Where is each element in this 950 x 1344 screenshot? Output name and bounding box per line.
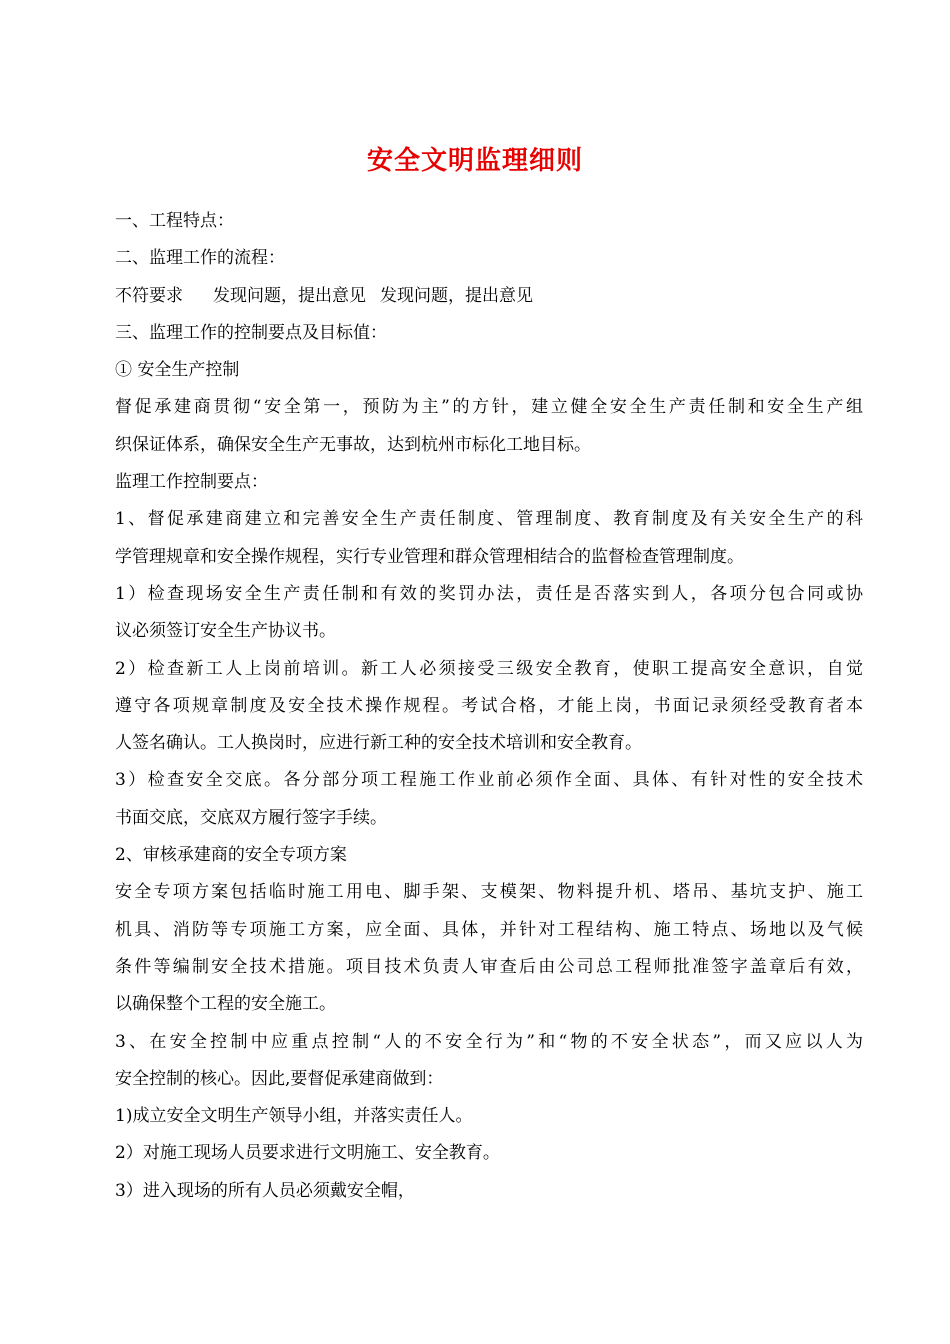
paragraph-line: 织保证体系，确保安全生产无事故，达到杭州市标化工地目标。	[115, 434, 591, 455]
paragraph-line: 书面交底，交底双方履行签字手续。	[115, 807, 387, 828]
paragraph-line: 以确保整个工程的安全施工。	[115, 994, 336, 1015]
paragraph-line: 督促承建商贯彻“安全第一，预防为主”的方针，建立健全安全生产责任制和安全生产组	[115, 397, 863, 418]
paragraph-line: 学管理规章和安全操作规程，实行专业管理和群众管理相结合的监督检查管理制度。	[115, 546, 744, 567]
subheading-safety-plans: 2、审核承建商的安全专项方案	[115, 845, 347, 866]
paragraph-line: 1）检查现场安全生产责任制和有效的奖罚办法，责任是否落实到人，各项分包合同或协	[115, 583, 863, 604]
paragraph-line: 机具、消防等专项施工方案，应全面、具体，并针对工程结构、施工特点、场地以及气候	[115, 919, 863, 940]
paragraph-line: 2）检查新工人上岗前培训。新工人必须接受三级安全教育，使职工提高安全意识，自觉	[115, 658, 863, 679]
paragraph-line: 议必须签订安全生产协议书。	[115, 621, 336, 642]
subheading-safety-control: ① 安全生产控制	[115, 360, 240, 381]
paragraph-line: 3、在安全控制中应重点控制“人的不安全行为”和“物的不安全状态”，而又应以人为	[115, 1031, 863, 1052]
workflow-row	[115, 278, 863, 315]
section-heading-workflow: 二、监理工作的流程：	[115, 248, 285, 269]
document-body	[115, 203, 863, 1210]
paragraph-line: 1、督促承建商建立和完善安全生产责任制度、管理制度、教育制度及有关安全生产的科	[115, 509, 863, 530]
list-item: 2）对施工现场人员要求进行文明施工、安全教育。	[115, 1143, 500, 1164]
paragraph-line: 安全专项方案包括临时施工用电、脚手架、支模架、物料提升机、塔吊、基坑支护、施工	[115, 882, 863, 903]
workflow-item-find-issue-2: 发现问题，提出意见	[380, 285, 533, 306]
list-item: 1)成立安全文明生产领导小组，并落实责任人。	[115, 1106, 473, 1127]
subheading-control-points: 监理工作控制要点：	[115, 472, 268, 493]
section-heading-project-features: 一、工程特点：	[115, 211, 234, 231]
workflow-item-nonconforming: 不符要求	[115, 285, 183, 306]
section-heading-control-points: 三、监理工作的控制要点及目标值：	[115, 322, 387, 343]
paragraph-line: 条件等编制安全技术措施。项目技术负责人审查后由公司总工程师批准签字盖章后有效，	[115, 956, 863, 977]
paragraph-line: 3）检查安全交底。各分部分项工程施工作业前必须作全面、具体、有针对性的安全技术	[115, 770, 863, 791]
paragraph-line: 人签名确认。工人换岗时，应进行新工种的安全技术培训和安全教育。	[115, 733, 642, 754]
workflow-item-find-issue-1: 发现问题，提出意见	[213, 285, 366, 306]
paragraph-line: 遵守各项规章制度及安全技术操作规程。考试合格，才能上岗，书面记录须经受教育者本	[115, 695, 863, 716]
document-title: 安全文明监理细则	[366, 146, 583, 176]
paragraph-line: 安全控制的核心。因此,要督促承建商做到：	[115, 1068, 444, 1089]
list-item: 3）进入现场的所有人员必须戴安全帽，	[115, 1180, 415, 1201]
